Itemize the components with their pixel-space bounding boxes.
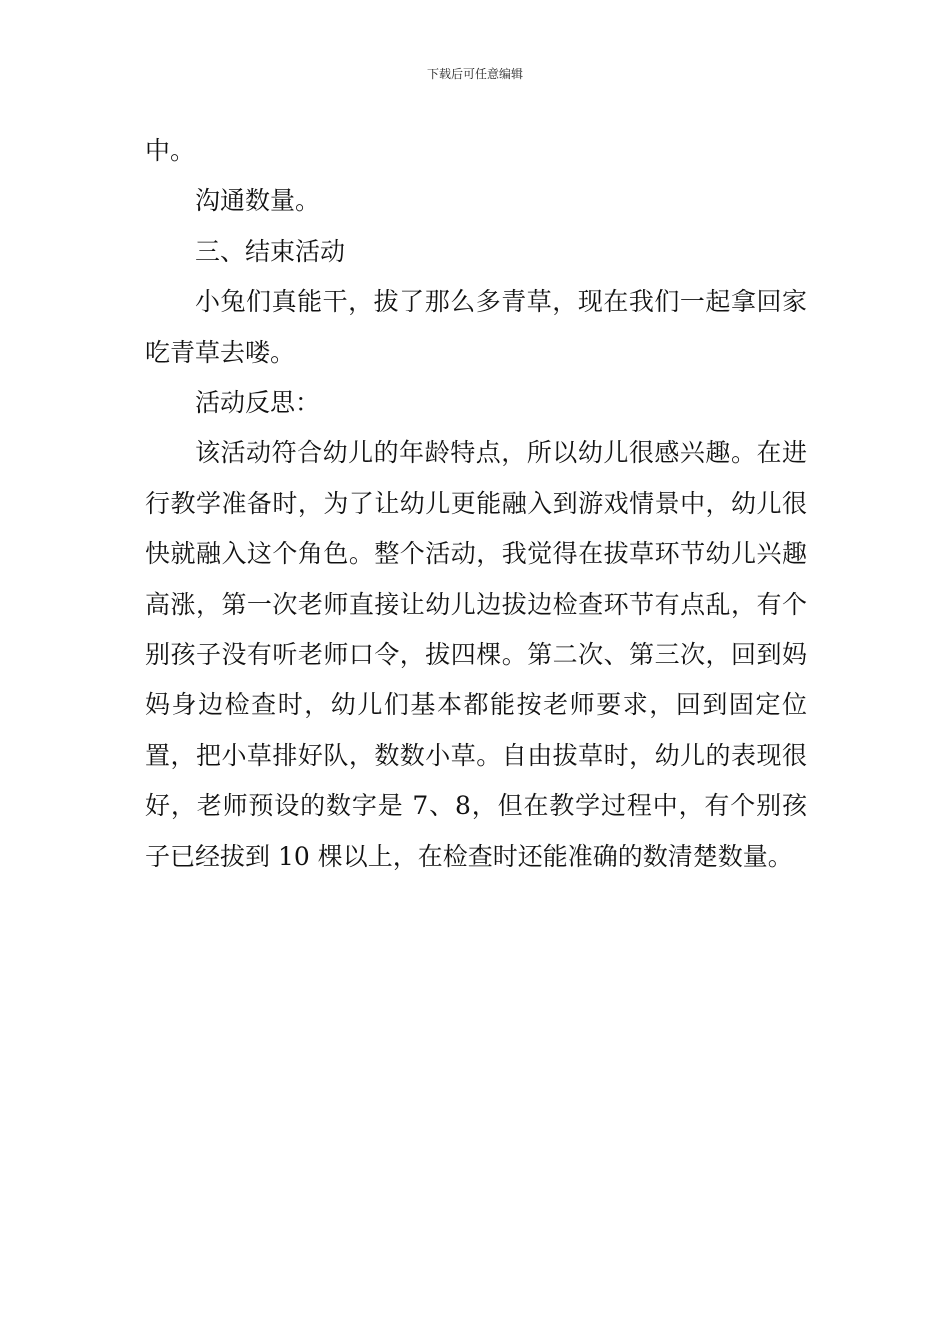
paragraph-rabbits: 小兔们真能干，拔了那么多青草，现在我们一起拿回家吃青草去喽。 — [145, 287, 807, 367]
document-body — [145, 126, 807, 882]
section-heading-reflection: 活动反思： — [195, 388, 321, 418]
section-heading-end-activity: 三、结束活动 — [195, 236, 346, 266]
paragraph-continuation: 中。 — [145, 136, 196, 165]
paragraph-reflection: 该活动符合幼儿的年龄特点，所以幼儿很感兴趣。在进行教学准备时，为了让幼儿更能融入到游戏情景中，幼儿很快就融入这个角色。整个活动，我觉得在拔草环节幼儿兴趣高涨，第一次老师直接让幼儿边拔边检查环节有点乱，有个别孩子没有听老师口令，拔四棵。第二次、第三次，回到妈妈身边检查时，幼儿们基本都能按老师要求，回到固定位置，把小草排好队，数数小草。自由拔草时，幼儿的表现很好，老师预设的数字是 7、8，但在教学过程中，有个别孩子已经拔到 10 棵以上，在检查时还能准确的数清楚数量。 — [145, 438, 807, 871]
page-header: 下载后可任意编辑 — [426, 67, 523, 81]
paragraph-communicate-quantity: 沟通数量。 — [195, 186, 321, 216]
